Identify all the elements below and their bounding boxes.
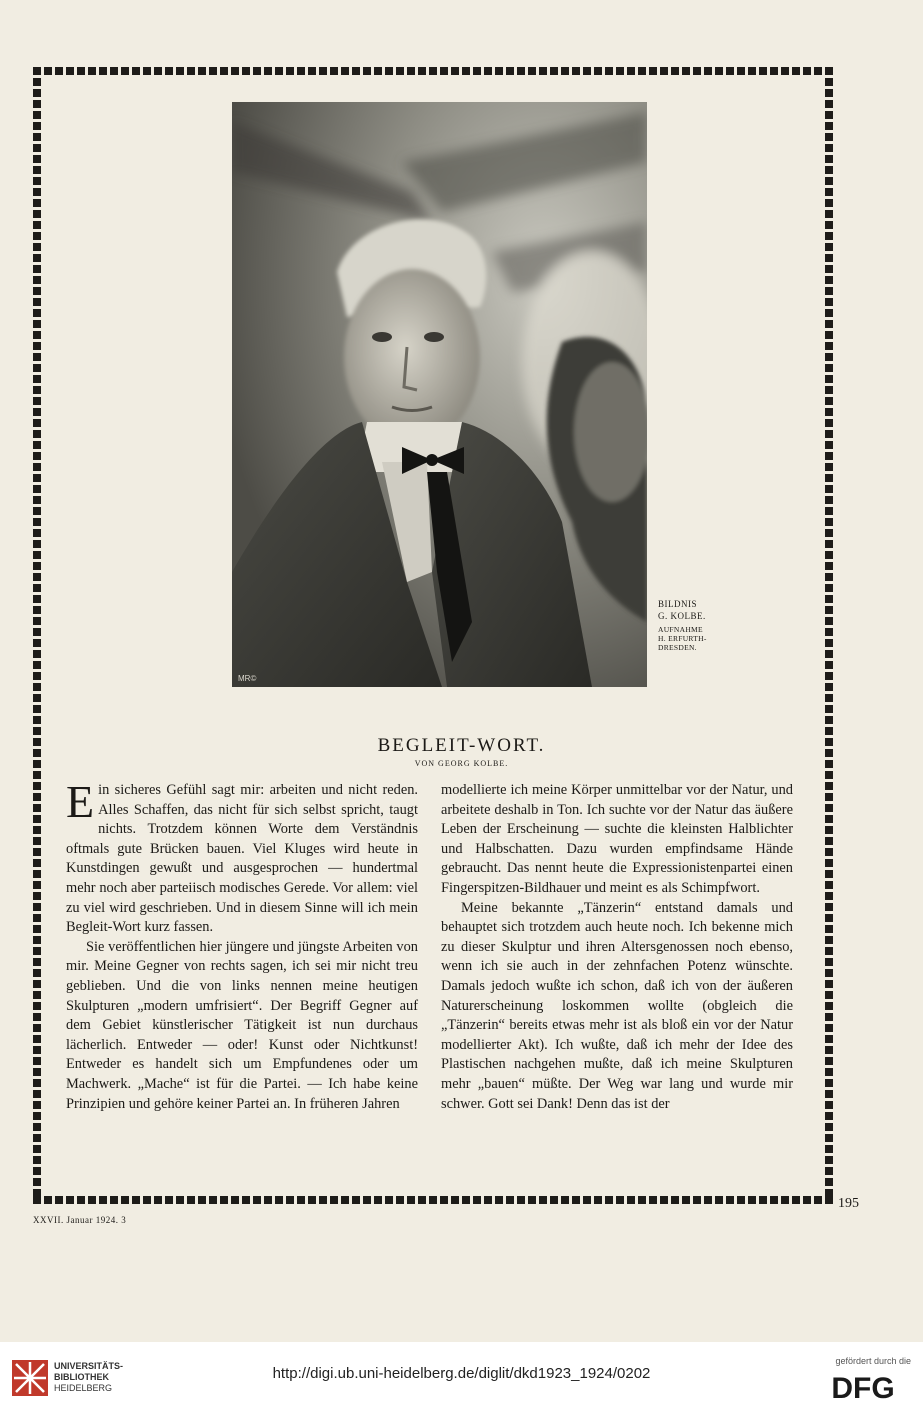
permalink-url[interactable]: http://digi.ub.uni-heidelberg.de/diglit/dkd1923_1924/0202 [272, 1365, 651, 1382]
border-top [33, 67, 833, 75]
paragraph-text: in sicheres Gefühl sagt mir: arbeiten und nicht reden. Alles Schaffen, das nicht für sich selbst spricht, taugt nichts. Trotzdem können Worte dem Verständnis oftmals gute Brücken bauen. Viel Kluges wird heute in Kunstdingen gewußt und ausgesprochen — hundertmal mehr noch aber parteiisch modisches Gerede. Vor allem: viel zu viel wird geschrieben. Und in diesem Sinne will ich mein Begleit-Wort kurz fassen. [66, 782, 418, 936]
portrait-illustration [232, 102, 647, 687]
border-left [33, 67, 41, 1204]
photo-credit [658, 625, 748, 652]
article-title: BEGLEIT-WORT. [377, 735, 546, 756]
border-right [825, 67, 833, 1204]
caption-title [658, 598, 748, 622]
credit-line: AUFNAHME [658, 625, 703, 634]
library-line: HEIDELBERG [54, 1383, 113, 1393]
paragraph: Sie veröffentlichen hier jüngere und jüngste Arbeiten von mir. Meine Gegner von rechts sagen, ich sei mir nicht treu geblieben. Und die von links nennen meine heutigen Skulpturen „modern umfrisiert“. Der Begriff Gegner auf dem Gebiet künstlerischer Tätigkeit ist nun durchaus lächerlich. Entweder — oder! Kunst oder Nichtkunst! Entweder es handelt sich um Empfundenes oder um Machwerk. „Mache“ ist für die Partei. — Ich habe keine Prinzipien und gehöre keiner Partei an. In früheren Jahren [66, 938, 418, 1112]
text-column-left [66, 776, 418, 1114]
dfg-logo-icon[interactable] [817, 1372, 909, 1402]
credit-line: DRESDEN. [658, 643, 697, 652]
caption-line: G. KOLBE. [658, 611, 706, 621]
article-byline: VON GEORG KOLBE. [414, 759, 509, 768]
library-line: BIBLIOTHEK [54, 1372, 109, 1382]
funding-note: gefördert durch die [835, 1356, 911, 1366]
paragraph: Meine bekannte „Tänzerin“ entstand damals und behauptet sich trotzdem auch heute noch. Ich bekenne mich zu dieser Skulptur und ihren Altersgenossen noch ebenso, wenn ich sie auch in der zehnfachen Potenz wünschte. Damals jedoch wußte ich schon, daß ich von der äußeren Naturerscheinung loskommen wollte (obgleich die „Tänzerin“ bereits etwas mehr ist als bloß ein vor der Natur modellierter Akt). Ich wußte, daß ich mehr der Idee des Plastischen nachgehen mußte, daß ich meine Skulpturen mehr „bauen“ müßte. Der Weg war lang und wurde mir schwer. Gott sei Dank! Denn das ist der [441, 899, 793, 1112]
paragraph [66, 776, 418, 938]
paragraph: modellierte ich meine Körper unmittelbar vor der Natur, und arbeitete deshalb in Ton. Ich suchte vor der Natur das äußere Leben der Erscheinung — suchte die kleinsten Halblichter und Halbschatten. Dazu wurden empfindsame Hände gebraucht. Das nennt heute die Expressionistenpartei einen Fingerspitzen-Bildhauer und meint es als Schimpfwort. [441, 782, 793, 896]
drop-cap: E [66, 776, 95, 827]
text-column-right [441, 781, 793, 1114]
credit-line: H. ERFURTH- [658, 634, 707, 643]
portrait-photograph [232, 102, 647, 687]
page-number: 195 [838, 1196, 859, 1211]
dfg-logo-text: DFG [831, 1372, 895, 1402]
border-bottom [33, 1196, 833, 1204]
issue-line: XXVII. Januar 1924. 3 [33, 1215, 127, 1225]
caption-line: BILDNIS [658, 599, 697, 609]
viewer-footer [0, 1342, 923, 1414]
library-line: UNIVERSITÄTS- [54, 1361, 124, 1371]
figure-caption [658, 598, 748, 652]
photo-corner-mark: MR© [238, 674, 257, 683]
